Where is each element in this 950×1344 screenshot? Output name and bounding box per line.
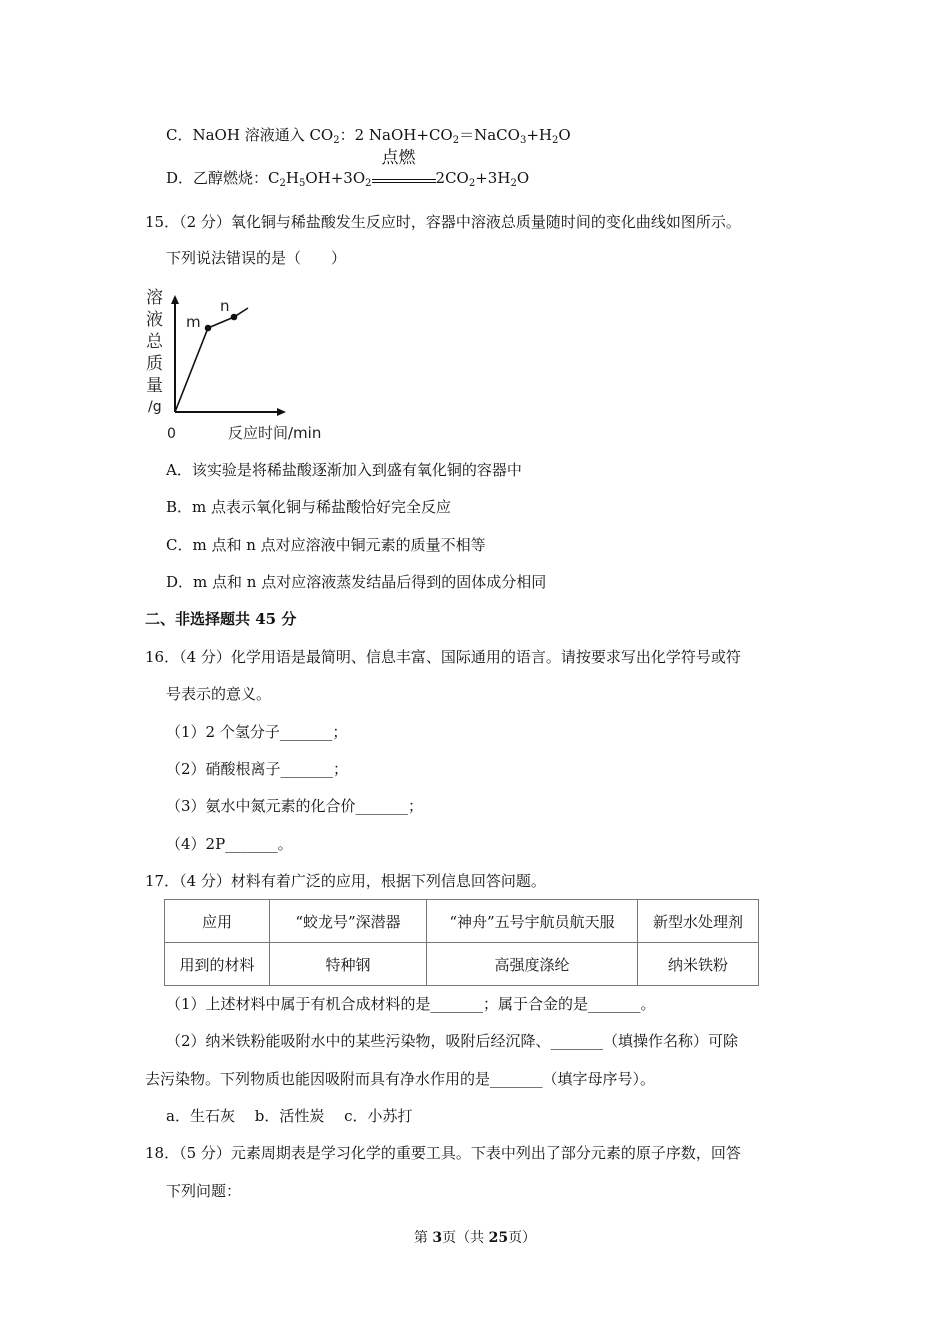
y-axis-label <box>146 288 164 415</box>
table-row <box>165 943 759 986</box>
table-cell: “神舟”五号宇航员航天服 <box>427 900 638 943</box>
origin-label: 0 <box>167 426 176 442</box>
section-heading: 二、非选择题共 45 分 <box>145 610 297 628</box>
q15-option-a: A．该实验是将稀盐酸逐渐加入到盛有氧化铜的容器中 <box>166 461 522 479</box>
table-cell: 应用 <box>165 900 270 943</box>
point-m <box>205 325 212 332</box>
svg-text:质: 质 <box>146 354 163 374</box>
q18-stem-line2: 下列问题： <box>166 1182 242 1200</box>
q17-sub2-line2: 去污染物。下列物质也能因吸附而具有净水作用的是_______（填字母序号）。 <box>145 1070 656 1088</box>
q14-option-d: D．乙醇燃烧：$C_2H_5OH+3O_2$ 点燃 $2CO_2+3H_2O$ <box>166 148 530 189</box>
q15-stem-line2: 下列说法错误的是（ ） <box>166 249 347 267</box>
q15-option-b: B．m 点表示氧化铜与稀盐酸恰好完全反应 <box>166 498 452 516</box>
x-axis-arrow <box>277 408 286 416</box>
q17-sub1: （1）上述材料中属于有机合成材料的是_______；属于合金的是_______。 <box>166 995 656 1013</box>
y-axis-arrow <box>171 295 179 304</box>
point-n-label: n <box>220 297 230 315</box>
q16-item-2: （2）硝酸根离子_______； <box>166 760 349 778</box>
q15-option-c: C．m 点和 n 点对应溶液中铜元素的质量不相等 <box>166 536 486 554</box>
q16-stem-line1: 16．（4 分）化学用语是最简明、信息丰富、国际通用的语言。请按要求写出化学符号或符 <box>145 648 741 666</box>
point-n <box>231 314 238 321</box>
x-axis-label: 反应时间/min <box>228 424 322 442</box>
table-cell: 特种钢 <box>270 943 427 986</box>
q15-option-d: D．m 点和 n 点对应溶液蒸发结晶后得到的固体成分相同 <box>166 573 547 591</box>
q16-item-1: （1）2 个氢分子_______； <box>166 723 348 741</box>
table-cell: 高强度涤纶 <box>427 943 638 986</box>
q14-option-c: C．NaOH 溶液通入 $CO_2$：2 $NaOH+CO_2=NaCO_3+H_2O$ <box>166 126 571 146</box>
materials-table <box>164 899 759 986</box>
q17-sub2-line1: （2）纳米铁粉能吸附水中的某些污染物，吸附后经沉降、_______（填操作名称）可除 <box>166 1032 739 1050</box>
svg-text:总: 总 <box>146 332 163 352</box>
svg-text:液: 液 <box>146 310 163 330</box>
table-cell: “蛟龙号”深潜器 <box>270 900 427 943</box>
q17-stem: 17．（4 分）材料有着广泛的应用，根据下列信息回答问题。 <box>145 872 546 890</box>
q17-choices: a．生石灰 b．活性炭 c．小苏打 <box>166 1107 413 1125</box>
point-m-label: m <box>186 313 201 331</box>
table-row <box>165 900 759 943</box>
table-cell: 用到的材料 <box>165 943 270 986</box>
svg-text:/g: /g <box>148 399 162 415</box>
q16-item-3: （3）氨水中氮元素的化合价_______； <box>166 797 424 815</box>
q16-item-4: （4）2P_______。 <box>166 835 293 853</box>
q16-stem-line2: 号表示的意义。 <box>166 685 272 703</box>
page-number: 3 <box>432 1230 443 1246</box>
table-cell: 新型水处理剂 <box>638 900 759 943</box>
page-footer: 第 3页（共 25页） <box>413 1230 537 1246</box>
reaction-condition-arrow: 点燃 <box>372 168 436 188</box>
svg-text:溶: 溶 <box>146 288 163 308</box>
page-total: 25 <box>488 1230 509 1246</box>
table-cell: 纳米铁粉 <box>638 943 759 986</box>
svg-text:量: 量 <box>146 376 163 396</box>
q18-stem-line1: 18．（5 分）元素周期表是学习化学的重要工具。下表中列出了部分元素的原子序数，回答 <box>145 1144 741 1162</box>
mass-time-graph <box>140 285 340 450</box>
q15-stem-line1: 15．（2 分）氧化铜与稀盐酸发生反应时，容器中溶液总质量随时间的变化曲线如图所示。 <box>145 213 741 231</box>
